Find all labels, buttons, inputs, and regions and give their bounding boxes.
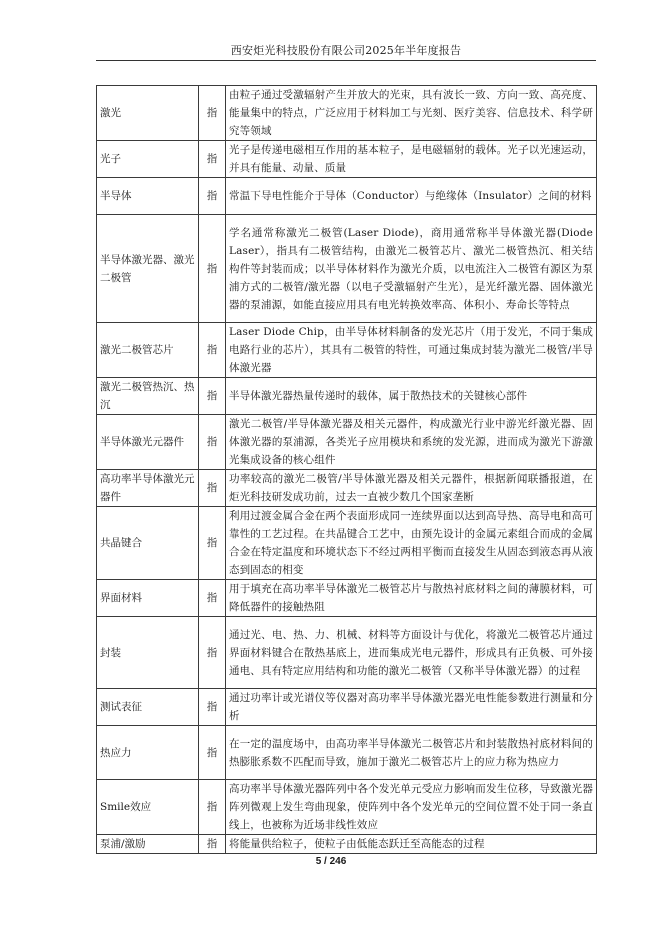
separator-cell: 指 (199, 470, 226, 507)
separator-cell: 指 (199, 323, 226, 378)
definition-cell: 高功率半导体激光器阵列中各个发光单元受应力影响而发生位移，导致激光器阵列微观上发生弯曲现象，使阵列中各个发光单元的空间位置不处于同一条直线上，也被称为近场非线性效应 (226, 780, 597, 835)
separator-cell: 指 (199, 835, 226, 854)
definition-cell: 半导体激光器热量传递时的载体，属于散热技术的关键核心部件 (226, 378, 597, 415)
separator-cell: 指 (199, 617, 226, 689)
definition-cell: 激光二极管/半导体激光器及相关元器件，构成激光行业中游光纤激光器、固体激光器的泵浦源，各类光子应用模块和系统的发光源，进而成为激光下游激光集成设备的核心组件 (226, 415, 597, 470)
table-row (97, 415, 597, 470)
term-cell: 半导体 (97, 178, 199, 215)
separator-cell: 指 (199, 507, 226, 580)
definition-cell: Laser Diode Chip，由半导体材料制备的发光芯片（用于发光，不同于集成电路行业的芯片），其具有二极管的特性，可通过集成封装为激光二极管/半导体激光器 (226, 323, 597, 378)
separator-cell: 指 (199, 215, 226, 323)
definition-cell: 功率较高的激光二极管/半导体激光器及相关元器件，根据新闻联播报道，在炬光科技研发成功前，过去一直被少数几个国家垄断 (226, 470, 597, 507)
table-row (97, 86, 597, 141)
table-row (97, 470, 597, 507)
table-row (97, 215, 597, 323)
definition-cell: 光子是传递电磁相互作用的基本粒子，是电磁辐射的载体。光子以光速运动，并具有能量、动量、质量 (226, 141, 597, 178)
definition-cell: 在一定的温度场中，由高功率半导体激光二极管芯片和封装散热衬底材料间的热膨胀系数不匹配而导致，施加于激光二极管芯片上的应力称为热应力 (226, 726, 597, 780)
definition-cell: 学名通常称激光二极管(Laser Diode)，商用通常称半导体激光器(Diode Laser），指具有二极管结构，由激光二极管芯片、激光二极管热沉、相关结构件等封装而成；以半导体材料作为激光介质，以电流注入二极管有源区为泵浦方式的二极管/激光器（以电子受激辐射产生光），是光纤激光器、固体激光器的泵浦源，如能直接应用具有电光转换效率高、体积小、寿命长等特点 (226, 215, 597, 323)
page-header: 西安炬光科技股份有限公司2025年半年度报告 (230, 44, 462, 57)
table-row (97, 726, 597, 780)
separator-cell: 指 (199, 415, 226, 470)
separator-cell: 指 (199, 141, 226, 178)
glossary-table (96, 85, 597, 854)
table-row (97, 141, 597, 178)
term-cell: 半导体激光器、激光二极管 (97, 215, 199, 323)
header-divider (96, 60, 596, 61)
table-row (97, 507, 597, 580)
separator-cell: 指 (199, 689, 226, 726)
term-cell: 共晶键合 (97, 507, 199, 580)
table-row (97, 617, 597, 689)
term-cell: 激光 (97, 86, 199, 141)
term-cell: 高功率半导体激光元器件 (97, 470, 199, 507)
definition-cell: 由粒子通过受激辐射产生并放大的光束，具有波长一致、方向一致、高亮度、能量集中的特点，广泛应用于材料加工与光刻、医疗美容、信息技术、科学研究等领域 (226, 86, 597, 141)
table-row (97, 323, 597, 378)
term-cell: 封装 (97, 617, 199, 689)
term-cell: 激光二极管芯片 (97, 323, 199, 378)
page-number: 5 / 246 (315, 856, 347, 867)
table-row (97, 580, 597, 617)
term-cell: 半导体激光元器件 (97, 415, 199, 470)
separator-cell: 指 (199, 378, 226, 415)
definition-cell: 利用过渡金属合金在两个表面形成同一连续界面以达到高导热、高导电和高可靠性的工艺过程。在共晶键合工艺中，由预先设计的金属元素组合而成的金属合金在特定温度和环境状态下不经过两相平衡而直接发生从固态到液态再从液态到固态的相变 (226, 507, 597, 580)
definition-cell: 通过功率计或光谱仪等仪器对高功率半导体激光器光电性能参数进行测量和分析 (226, 689, 597, 726)
term-cell: 泵浦/激励 (97, 835, 199, 854)
term-cell: 测试表征 (97, 689, 199, 726)
term-cell: 界面材料 (97, 580, 199, 617)
definition-cell: 用于填充在高功率半导体激光二极管芯片与散热衬底材料之间的薄膜材料，可降低器件的接触热阻 (226, 580, 597, 617)
table-row (97, 835, 597, 854)
separator-cell: 指 (199, 726, 226, 780)
separator-cell: 指 (199, 178, 226, 215)
separator-cell: 指 (199, 780, 226, 835)
definition-cell: 将能量供给粒子，使粒子由低能态跃迁至高能态的过程 (226, 835, 597, 854)
separator-cell: 指 (199, 580, 226, 617)
term-cell: 热应力 (97, 726, 199, 780)
term-cell: Smile效应 (97, 780, 199, 835)
table-row (97, 378, 597, 415)
term-cell: 激光二极管热沉、热沉 (97, 378, 199, 415)
definition-cell: 常温下导电性能介于导体（Conductor）与绝缘体（Insulator）之间的材料 (226, 178, 597, 215)
separator-cell: 指 (199, 86, 226, 141)
table-row (97, 689, 597, 726)
table-row (97, 780, 597, 835)
definition-cell: 通过光、电、热、力、机械、材料等方面设计与优化，将激光二极管芯片通过界面材料键合在散热基底上，进而集成光电元器件，形成具有正负极、可外接通电、具有特定应用结构和功能的激光二极管（又称半导体激光器）的过程 (226, 617, 597, 689)
term-cell: 光子 (97, 141, 199, 178)
glossary-body (97, 86, 597, 854)
table-row (97, 178, 597, 215)
